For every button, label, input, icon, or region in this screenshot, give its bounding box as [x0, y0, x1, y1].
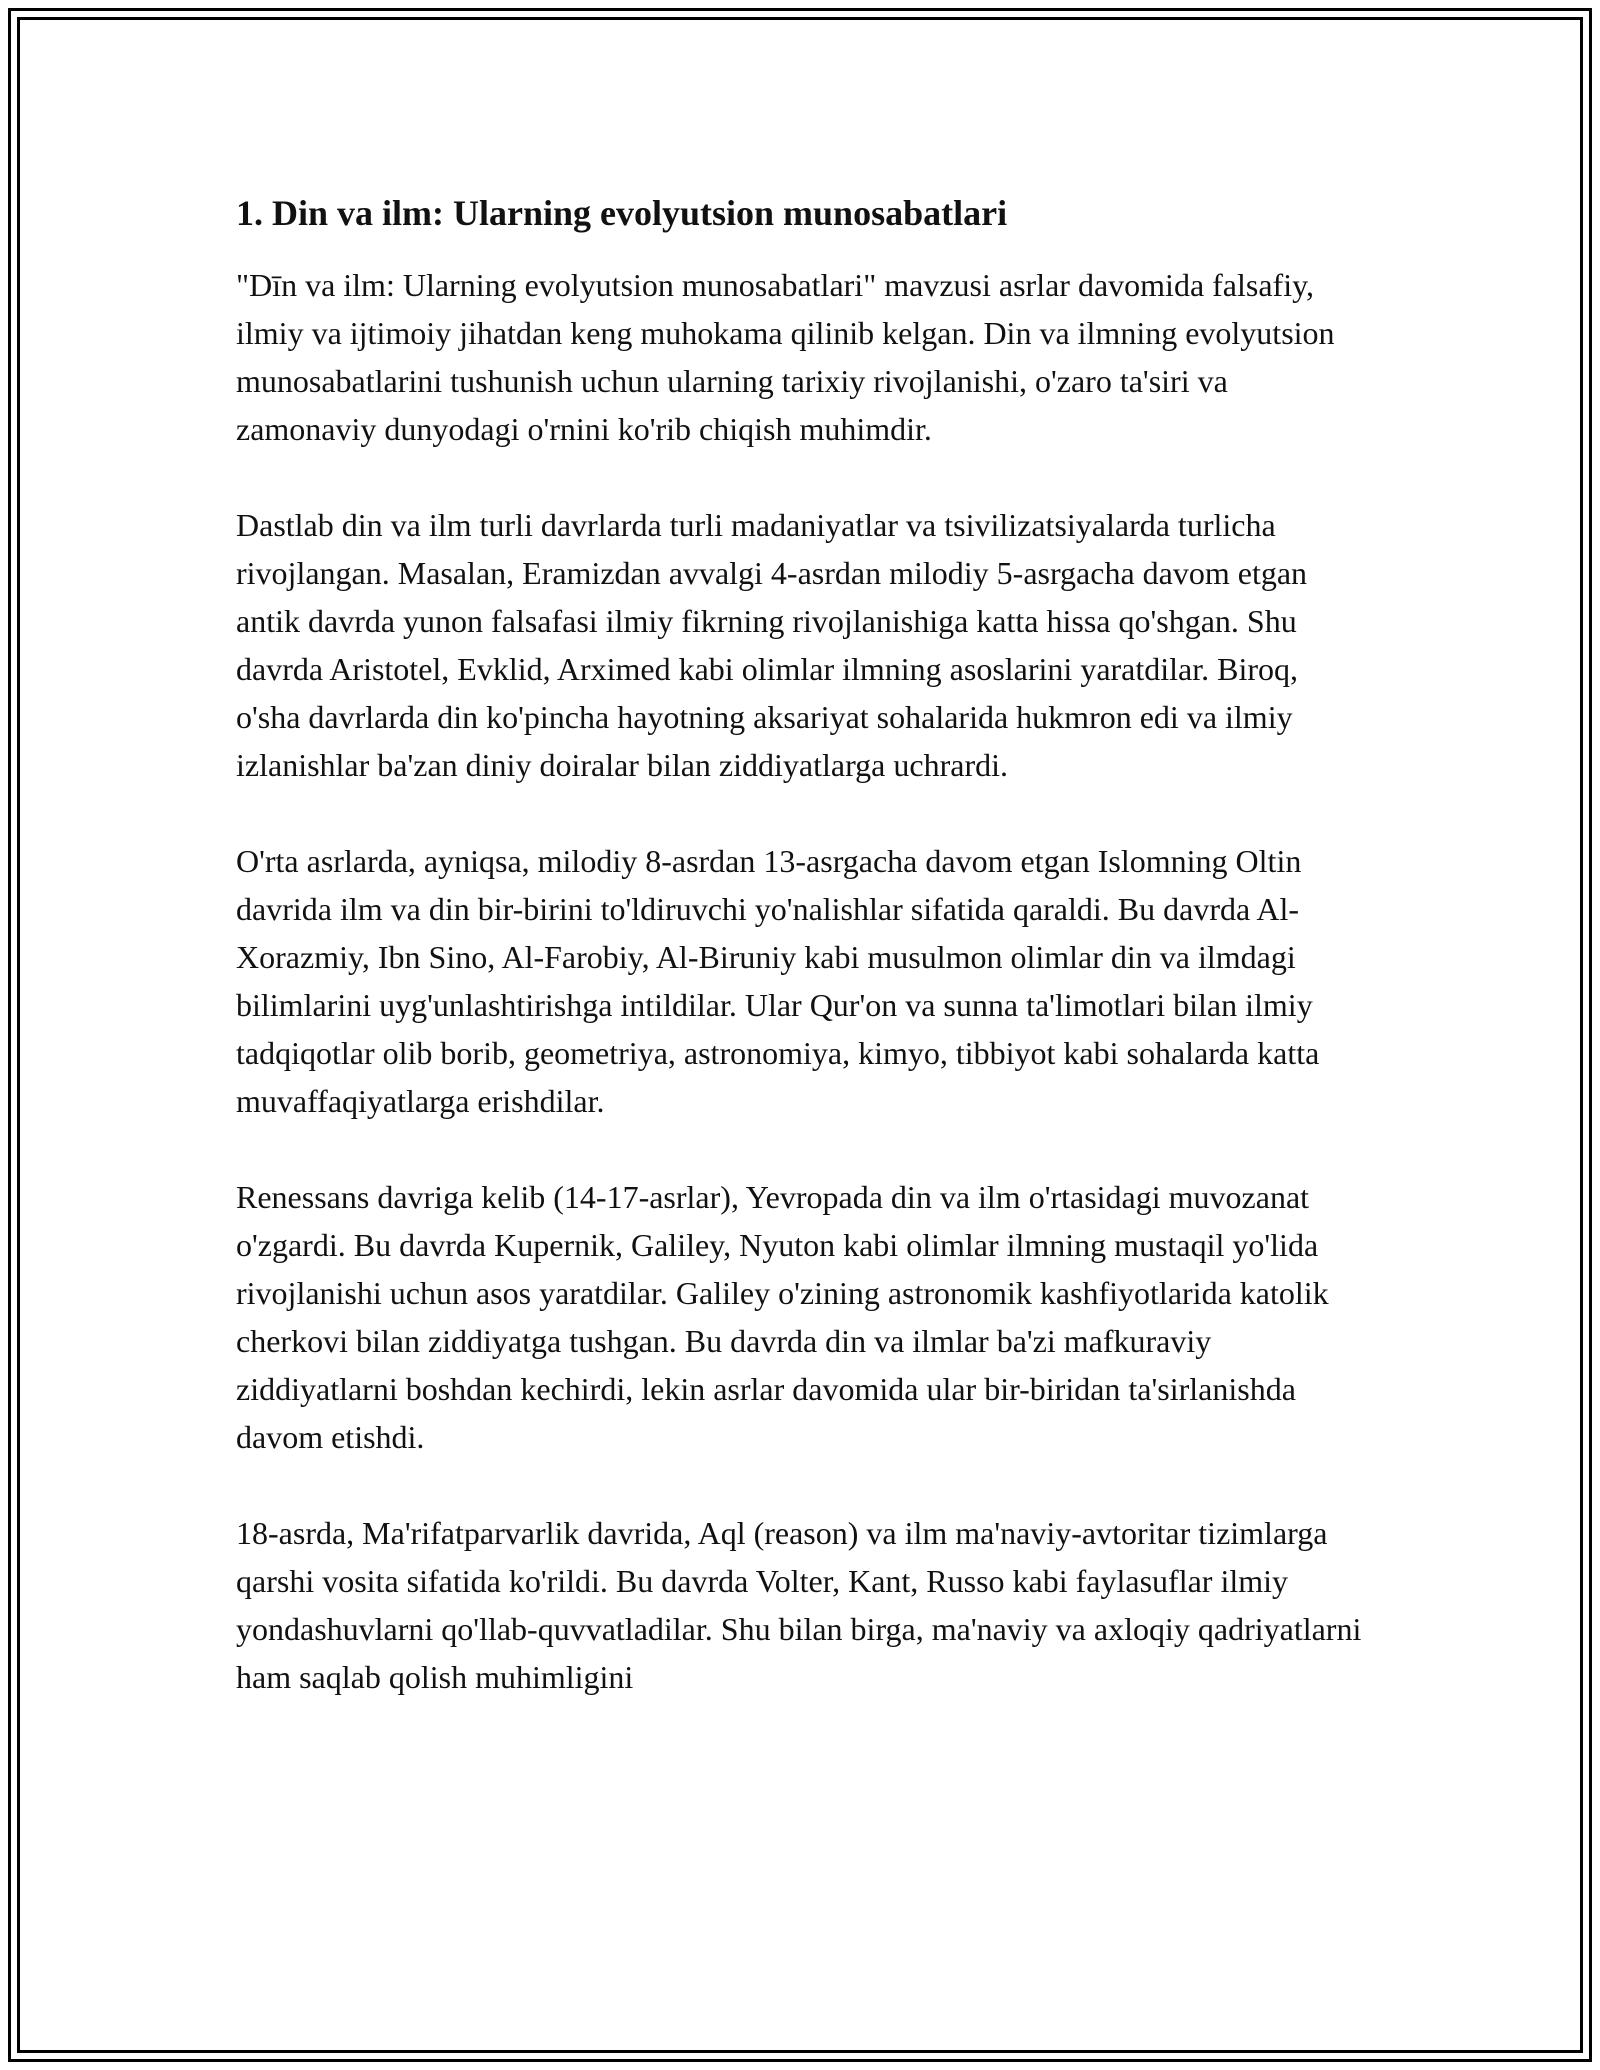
paragraph-golden-age: O'rta asrlarda, ayniqsa, milodiy 8-asrdan 13-asrgacha davom etgan Islomning Oltin davrida ilm va din bir-birini to'ldiruvchi yo'nalishlar sifatida qaraldi. Bu davrda Al-Xorazmiy, Ibn Sino, Al-Farobiy, Al-Biruniy kabi musulmon olimlar din va ilmdagi bilimlarini uyg'unlashtirishga intildilar. Ular Qur'on va sunna ta'limotlari bilan ilmiy tadqiqotlar olib borib, geometriya, astronomiya, kimyo, tibbiyot kabi sohalarda katta muvaffaqiyatlarga erishdilar. — [236, 842, 1320, 1119]
paragraph-renaissance: Renessans davriga kelib (14-17-asrlar), Yevropada din va ilm o'rtasidagi muvozanat o'zgardi. Bu davrda Kupernik, Galiley, Nyuton kabi olimlar ilmning mustaqil yo'lida rivojlanishi uchun asos yaratdilar. Galiley o'zining astronomik kashfiyotlarida katolik cherkovi bilan ziddiyatga tushgan. Bu davrda din va ilmlar ba'zi mafkuraviy ziddiyatlarni boshdan kechirdi, lekin asrlar davomida ular bir-biridan ta'sirlanishda davom etishdi. — [236, 1178, 1329, 1455]
paragraph-intro: "Dīn va ilm: Ularning evolyutsion munosabatlari" mavzusi asrlar davomida falsafiy, ilmiy va ijtimoiy jihatdan keng muhokama qilinib kelgan. Din va ilmning evolyutsion munosabatlarini tushunish uchun ularning tarixiy rivojlanishi, o'zaro ta'siri va zamonaviy dunyodagi o'rnini ko'rib chiqish muhimdir. — [236, 266, 1335, 447]
paragraph-antiquity: Dastlab din va ilm turli davrlarda turli madaniyatlar va tsivilizatsiyalarda turlicha rivojlangan. Masalan, Eramizdan avvalgi 4-asrdan milodiy 5-asrgacha davom etgan antik davrda yunon falsafasi ilmiy fikrning rivojlanishiga katta hissa qo'shgan. Shu davrda Aristotel, Evklid, Arximed kabi olimlar ilmning asoslarini yaratdilar. Biroq, o'sha davrlarda din ko'pincha hayotning aksariyat sohalarida hukmron edi va ilmiy izlanishlar ba'zan diniy doiralar bilan ziddiyatlarga uchrardi. — [236, 506, 1308, 783]
section-heading: 1. Din va ilm: Ularning evolyutsion munosabatlari — [236, 193, 1008, 233]
document-body — [236, 180, 1366, 1749]
paragraph-enlightenment: 18-asrda, Ma'rifatparvarlik davrida, Aql (reason) va ilm ma'naviy-avtoritar tizimlarga qarshi vosita sifatida ko'rildi. Bu davrda Volter, Kant, Russo kabi faylasuflar ilmiy yondashuvlarni qo'llab-quvvatladilar. Shu bilan birga, ma'naviy va axloqiy qadriyatlarni ham saqlab qolish muhimligini — [236, 1514, 1362, 1695]
